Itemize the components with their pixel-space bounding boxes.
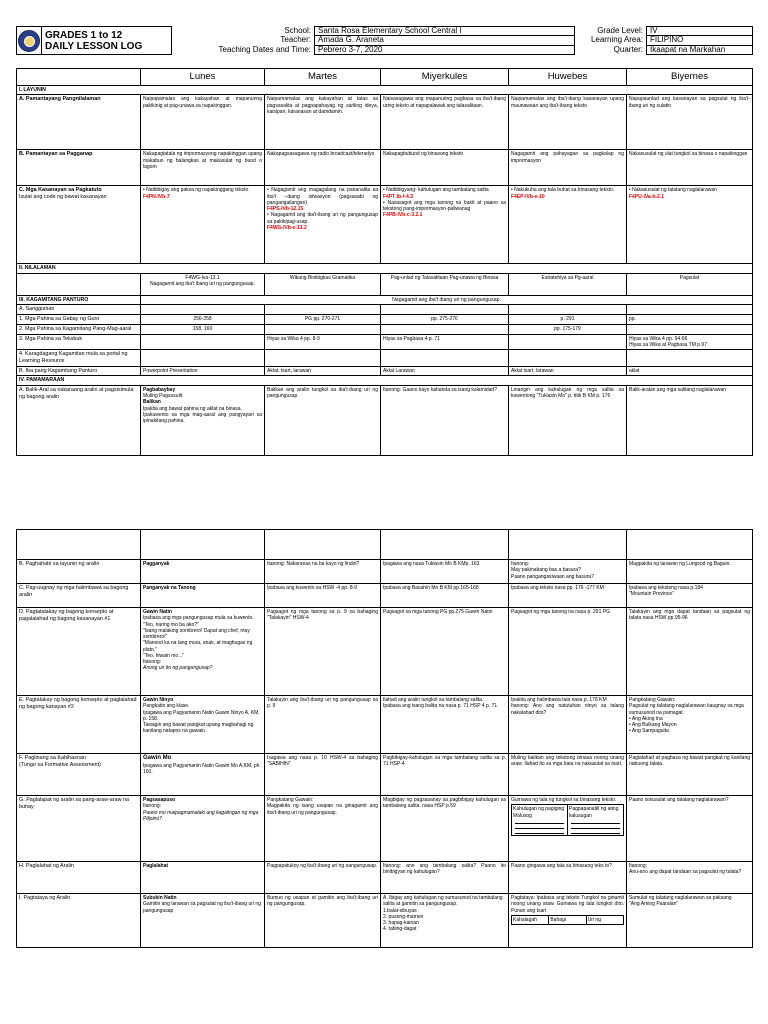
- cell: PG pp. 270-271: [265, 315, 381, 325]
- cell: Nakasusulat ng ulat tungkol sa binasa o napakinggan: [627, 150, 753, 186]
- cell: [381, 350, 509, 367]
- cell: Naipapamalas ang kakayahan at mapanuring pakikinig at pag-unawa sa napakinggan.: [141, 95, 265, 150]
- cell: [381, 324, 509, 334]
- tsart-col: Bahagi: [549, 915, 586, 924]
- cell: Itanong: Nakaranas na ba kayo ng lindol?: [265, 560, 381, 584]
- row-label-paghahabi: B. Paghahabi sa layunin ng aralin: [17, 560, 141, 584]
- list-item: 1.balat-sibuyas: [383, 907, 417, 914]
- row-label-pamantayang-pangnilalaman: A. Pamantayang Pangnilalaman: [17, 95, 141, 150]
- row-label-pagtatalakay-1: D. Pagtatalakay ng bagong konsepto at pagalalahad ng bagong kasanayan #1: [17, 608, 141, 696]
- cell: Paano gingawa ang tala sa binasang teks to?: [509, 862, 627, 894]
- cell: [141, 350, 265, 367]
- cell: Ipabasa ang teksto nasa pp. 176 -177 KM: [509, 584, 627, 608]
- cell: Magbigay ng pagsasanay sa pagbibigay kahulugan sa tambalang salita. nasa HSP p.59: [381, 796, 509, 862]
- row-label-karagdagang-kagamitan: 4. Karagdagang Kagamitan mula sa portal ng Learning Resource: [17, 350, 141, 367]
- row-label-kasanayan-sa-pagkatuto: [17, 186, 141, 264]
- section-kagamitang-panturo: III. KAGAMITANG PANTURO: [17, 295, 141, 305]
- row-label-paglalahat: H. Paglalahat ng Aralin: [17, 862, 141, 894]
- empty-cell: [17, 530, 141, 560]
- cell: Talakayin ang mga dapat tandaan sa pagsulat ng talata nasa HSW pp.95-96: [627, 608, 753, 696]
- step-text: Pagsulat ng talatang naglalarawan kaugnay sa mga sumusunod na pamagat.: [629, 703, 744, 716]
- cell: Powerpoint Presentation: [141, 366, 265, 376]
- content-code: F4WG-Iva-13.1: [185, 274, 220, 281]
- competency-code: F4PU-IVa-b-2.1: [629, 193, 665, 200]
- lesson-log-header: [16, 26, 752, 55]
- dates-value: Pebrero 3-7, 2020: [315, 45, 575, 54]
- cell: Pagsagot ng mga tanong na nasa p. 291 PG: [509, 608, 627, 696]
- row-label-gabay-ng-guro: 1. Mga Pahina sa Gabay ng Guro: [17, 315, 141, 325]
- cell: Paglalahad at pagbasa ng bawat pangkat ng kanilang nabuong talata.: [627, 754, 753, 796]
- cell: Pagganyak: [141, 560, 265, 584]
- empty-cell: [141, 530, 265, 560]
- cell: Panganyak na Tanong: [141, 584, 265, 608]
- empty-cell: [265, 530, 381, 560]
- cell: [141, 696, 265, 754]
- step-text: "Teo, hiwain mo...": [143, 652, 185, 659]
- cell: [265, 186, 381, 264]
- cell: pp.: [627, 315, 753, 325]
- cell: p. 291: [509, 315, 627, 325]
- list-item: 3. hapag-kainan: [383, 920, 419, 926]
- cell: Itanong: ano ang tambalang salita? Paano ito binibigyan ng kahulugan?: [381, 862, 509, 894]
- cell: Itanong: May pakinabang bas a basura? Paano pangangasiwaan ang basura?: [509, 560, 627, 584]
- day-thursday: Huwebes: [509, 69, 627, 86]
- competency-text: • Naibibigyang- kahulugan ang tambalang salita: [383, 187, 489, 194]
- label-sub: Isulat ang code ng bawat kasanayan: [19, 194, 107, 201]
- step-heading: Gawin Mo: [143, 755, 172, 761]
- cell: pp. 275-276: [381, 315, 509, 325]
- cell: Pagbibigay-kahulugan sa mga tambalang salita sa p. 71 HSP-4: [381, 754, 509, 796]
- step-text: Pangkatin ang klase.: [143, 703, 190, 710]
- label-text: F. Paglinang sa Kabihasnan: [19, 755, 86, 761]
- competency-code: F4EP-IVb-e-10: [511, 193, 545, 200]
- cell: Nakapagtatala ng impormasyong napakinggan upang makabuo ng balangkas at makasulat ng buod o lagom: [141, 150, 265, 186]
- blank-line: [515, 829, 564, 834]
- cell: [509, 186, 627, 264]
- cell: [141, 186, 265, 264]
- cell: Pagsulat: [627, 273, 753, 295]
- step-heading: Gawin Ninyo: [143, 697, 174, 703]
- cell: Hiyas sa Wika 4 pp. 94-96 Hiyas sa Wika at Pagbasa TM p.97: [627, 334, 753, 350]
- area-value: FILIPINO: [647, 36, 753, 45]
- cell: Aklat Larawan: [381, 366, 509, 376]
- label-text: C. Mga Kasanayan sa Pagkatuto: [19, 187, 102, 194]
- lesson-table-part-1: [16, 68, 752, 456]
- step-text: • Ang Aking Ina: [629, 715, 663, 722]
- row-label-pag-uugnay: C. Pag-uugnay ng mga halimbawa sa bagong aralin: [17, 584, 141, 608]
- cell: Magpakita ng larawan ng Lungsod ng Baguio.: [627, 560, 753, 584]
- cell: Isagawa ang nasa p. 10 HSW-4 sa bahaging "SABIHIN": [265, 754, 381, 796]
- day-wednesday: Miyerkules: [381, 69, 509, 86]
- seal-icon: [18, 30, 40, 52]
- cell: [141, 796, 265, 862]
- grade-label: Grade Level:: [575, 27, 647, 36]
- cell: [141, 754, 265, 796]
- cell: Pangkatang Gawain: Magpakita ng isang usapan na ginagamit ang iba't-ibang uri ng pangungusap.: [265, 796, 381, 862]
- cell: Hiyas sa Pagbasa 4 p. 71: [381, 334, 509, 350]
- competency-text: • Nakukuha ang tala buhat sa binasang teksto.: [511, 187, 615, 194]
- note-col-kahulugan: [512, 805, 568, 836]
- row-label-empty: [17, 273, 141, 295]
- cell: Bumuo ng usapan at gamitin ang iba't-ibang uri ng pangungusap.: [265, 894, 381, 948]
- competency-text: • Nagagamit ang magagalang na pananalita sa iba't –ibang sitwasyon (pagsasabi ng pangangailangan): [267, 187, 378, 206]
- competency-code: F4WG-IVb-e-13.2: [267, 224, 307, 231]
- dates-label: Teaching Dates and Time:: [172, 45, 315, 54]
- cell: Ipagawa ang nasa Tuklasin Mo B KMp. 163: [381, 560, 509, 584]
- corner-cell: [17, 69, 141, 86]
- cell: Muling balikan ang tekstong binasa noong unang araw. Ilahad ito sa mga bata na nakasulat sa tsart.: [509, 754, 627, 796]
- step-text: Tawagin ang bawat pangkat upang magbahagi ng kanilang natapos na gawain.: [143, 722, 254, 735]
- section-pamamaraan: IV. PAMAMARAAN: [17, 376, 753, 386]
- section-nilalaman: II. NILALAMAN: [17, 264, 753, 274]
- cell: Ipabasa ang Basahin Mo B KM pp.165-168: [381, 584, 509, 608]
- cell: Pagsagot sa mga tanong PG pp.275 Gawin Natin: [381, 608, 509, 696]
- cell: Balik-aralan ang mga salitang naglalarawan: [627, 385, 753, 455]
- step-text: Anong uri ito ng pangungusap?: [143, 665, 213, 672]
- cell: Paglalahat: [141, 862, 265, 894]
- cell: 256-258: [141, 315, 265, 325]
- day-tuesday: Martes: [265, 69, 381, 86]
- step-heading: Gawin Natin: [143, 609, 172, 615]
- cell: [141, 894, 265, 948]
- cell: [627, 350, 753, 367]
- cell: [265, 350, 381, 367]
- cell: Wikang Binibigkas Gramatika: [265, 273, 381, 295]
- cell: Ipabasa ang kuwento sa HSW -4 pp. 8-9: [265, 584, 381, 608]
- cell: [509, 305, 627, 315]
- cell: Ilahad ang aralin tungkol sa tambalang salita. Ipabasa ang isang balita na nasa p. 71 HSP 4 p. 71: [381, 696, 509, 754]
- blank-line: [571, 829, 620, 834]
- note-col-label: Kahulugan ng pagiging Malusog: [513, 806, 565, 819]
- step-heading: Subukin Natin: [143, 895, 177, 901]
- cell: Estratehiya sa Pg-aaral: [509, 273, 627, 295]
- competency-text: • Naibibigay ang paksa ng napakinggang teksto: [143, 187, 249, 194]
- cell: [381, 305, 509, 315]
- cell: 158, 160: [141, 324, 265, 334]
- cell: [141, 385, 265, 455]
- cell: [141, 305, 265, 315]
- day-monday: Lunes: [141, 69, 265, 86]
- row-label-kagamitang-pang-mag-aaral: 2. Mga Pahina sa Kagamitang Pang-Mag-aaral: [17, 324, 141, 334]
- cell: Nakapagsasagawa ng radio broadcast/teleradyo: [265, 150, 381, 186]
- cell: Pag-unlad ng Talasalitaan Pag-unawa ng Binasa: [381, 273, 509, 295]
- cell: pp. 175-179: [509, 324, 627, 334]
- competency-text: • Nasasagot ang mga tanong na bakit at paano sa tekstong pang-impormasyon-paliwanag: [383, 199, 506, 213]
- cell: [509, 350, 627, 367]
- step-text: Ipabasa ang mga pangungusap mula sa kuwento.: [143, 615, 254, 622]
- list-item: 2. pusong-mamon: [383, 913, 424, 920]
- step-text: A. Ibigay ang kahulugan ng sumusunod na tambalang salita at gamitin sa pangungusap.: [383, 895, 503, 908]
- empty-cell: [509, 530, 627, 560]
- cell: Linangin ang kahulugan ng mga salita sa kuwentong "Tuklasin Mo" p. titik B KM p. 176: [509, 385, 627, 455]
- row-label-balik-aral: A. Balik-Aral sa nakaraang aralin at pagsisimula ng bagong aralin: [17, 385, 141, 455]
- section-layunin: I. LAYUNIN: [17, 85, 753, 95]
- step-text: Paano mo maipagmamalaki ang kagalingan ng mga Pilipino?: [143, 809, 259, 822]
- competency-code: F4PB-IVb-c-3.2.1: [383, 212, 423, 219]
- row-label-pamantayan-sa-pagganap: B. Pamantayan sa Pagganap: [17, 150, 141, 186]
- cell: [509, 334, 627, 350]
- label-sub: (Tungo sa Formative Assessment): [19, 761, 101, 768]
- title-line-2: DAILY LESSON LOG: [45, 40, 143, 52]
- title-line-1: GRADES 1 to 12: [45, 29, 123, 41]
- cell: [509, 796, 627, 862]
- cell: Hiyas sa Wika 4 pp. 8-9: [265, 334, 381, 350]
- deped-seal: [17, 27, 42, 55]
- cell: [265, 324, 381, 334]
- school-value: Santa Rosa Elementary School Central I: [315, 27, 575, 36]
- row-label-pagtalakay-2: E. Pagtalakay ng bagong konsepto at paglalahad ng bagong kanayan #2: [17, 696, 141, 754]
- note-table: [511, 804, 624, 836]
- step-text: Gumawa ng tala ng tungkol sa binasang teksto.: [511, 797, 617, 803]
- cell: [509, 894, 627, 948]
- area-label: Learning Area:: [575, 36, 647, 45]
- cell: Ipabasa ang tekstong nasa p.184 "Mountain Province": [627, 584, 753, 608]
- step-heading: Pangkatang Gawain:: [629, 697, 676, 703]
- cell: [141, 334, 265, 350]
- step-text: Ipakuwento sa mga mag-aaral ang pangyayari sa ipinakitang pahina.: [143, 411, 262, 425]
- cell: Itanong: Gaano kayo kahanda sa isang kalamidad?: [381, 385, 509, 455]
- note-col-pagpapanatili: [568, 805, 624, 836]
- row-label-paglalapat: G. Paglalapat ng aralin sa pang-araw-araw na buhay: [17, 796, 141, 862]
- tsart-col: Kahalagah: [512, 915, 549, 924]
- empty-cell: [627, 530, 753, 560]
- quarter-value: Ikaapat na Markahan: [647, 45, 753, 54]
- cell: Nagagamit ang iba't ibang uri ng pangungusap.: [141, 295, 753, 305]
- competency-code: F4PN-IVb-7: [143, 193, 170, 200]
- cell: Pagpapatukoy ng iba't-ibang uri ng oangungusap.: [265, 862, 381, 894]
- cell: Paano isinusulat ang talatang naglalarawan?: [627, 796, 753, 862]
- cell: Napapaunlad ang kasanayan sa pagsulat ng iba't-ibang uri ng sulatin: [627, 95, 753, 150]
- row-label-sanggunian: A. Sanggunian: [17, 305, 141, 315]
- day-friday: Biyernes: [627, 69, 753, 86]
- cell: [381, 894, 509, 948]
- lesson-table-part-2: [16, 529, 752, 948]
- cell: aklat: [627, 366, 753, 376]
- list-item: 4. tabing-dagat: [383, 926, 417, 933]
- tsart-col: Uri ng: [586, 915, 623, 924]
- step-heading: Pagsasapuso: [143, 797, 176, 803]
- cell: Nakapagbubuod ng binasang teksto: [381, 150, 509, 186]
- cell: Naipamamalas ang iba't-ibang kasanayan upang maunawaan ang iba't-ibang teksto: [509, 95, 627, 150]
- cell: Pagsagot ng mga tanong sa p. 9 sa bahaging "Talakayin" HSW-4: [265, 608, 381, 696]
- school-label: School:: [172, 27, 315, 36]
- cell: Aklat tsart, larawan: [509, 366, 627, 376]
- step-text: "Manood ka na lang mura, anak, at maghugas ng plato.": [143, 640, 253, 653]
- cell: [627, 324, 753, 334]
- teacher-value: Amada G. Araneta: [315, 36, 575, 45]
- step-text: Ipakita ang bawat pahina ng aklat na binasa.: [143, 405, 242, 412]
- competency-code: F4PS-IVb-12.15: [267, 206, 304, 213]
- step-text: Itanong:: [143, 659, 162, 665]
- competency-text: • Nagagamit ang iba't-ibang uri ng pangungusap sa pakikipag-usap.: [267, 212, 378, 225]
- step-heading: Balikan: [143, 399, 161, 406]
- step-text: Ipagawa ang Pagyamanin Natin Gawin Ninyo A, KM, p. 158.: [143, 709, 260, 722]
- step-text: Pagtataya: Ipabasa ang teksto Tungkol na ginamit noong unang araw. Gumawa ng tala tungkol dito. Punan ang tsart: [511, 895, 624, 914]
- step-heading: Pagbabaybay: [143, 386, 176, 393]
- cell: Itanong: Anu-ano ang dapat tandaan sa pagsulat ng talata?: [627, 862, 753, 894]
- cell: Balikan ang aralin tungkol sa iba't-ibang uri ng pangungusap: [265, 385, 381, 455]
- cell: [627, 305, 753, 315]
- step-text: • Ang Bulkang Mayon: [629, 722, 677, 728]
- content-text: Nagagamit ang iba't ibang uri ng pangungusap.: [150, 281, 255, 288]
- cell: Aklat, tsart, larawan: [265, 366, 381, 376]
- cell: Naisasagawa ang mapanuring pagbasa sa iba't-ibang uring teksto at napapalawak ang talasalitaan.: [381, 95, 509, 150]
- row-label-teksbuk: 3. Mga Pahina sa Teksbuk: [17, 334, 141, 350]
- step-text: Muling Pagsusulit: [143, 393, 183, 400]
- cell: [627, 696, 753, 754]
- tsart-table: [511, 915, 624, 925]
- log-title: [42, 27, 172, 55]
- row-label-pagtataya: I. Pagtataya ng Aralin: [17, 894, 141, 948]
- step-text: Itanong:: [143, 803, 162, 810]
- cell: [265, 305, 381, 315]
- step-text: Ipagawa ang Pagyamanin Natin Gawin Mo A,KM, ph. 160.: [143, 762, 261, 775]
- competency-code: F4PT-Ib-f-4.3: [383, 193, 414, 200]
- quarter-label: Quarter:: [575, 45, 647, 54]
- competency-text: • Nakasusulat ng talatang naglalarawan: [629, 187, 717, 194]
- step-text: "Teo, naring mo ba ako?": [143, 621, 199, 628]
- grade-value: IV: [647, 27, 753, 36]
- row-label-paglinang: [17, 754, 141, 796]
- cell: Ipakita ang halimbawa tala nasa p. 178 KM Itanong: Ano ang natutuhan ninyo sa talang nakalahad dito?: [509, 696, 627, 754]
- step-text: Gamitin ang larawan sa pagsulat ng iba't-ibang uri ng pangungusap: [143, 901, 261, 914]
- step-text: "Isang malaking sombrero! Dapat ang chef, may sombrero!": [143, 627, 250, 640]
- step-text: • Ang Sampaguita: [629, 728, 669, 735]
- cell: [381, 186, 509, 264]
- cell: Naipamamalas ang kakayahan at tatas sa pagsasalita at pagpapahayag ng sariling ideya, kaisipan, karanasan at damdamin.: [265, 95, 381, 150]
- cell: [141, 608, 265, 696]
- empty-cell: [381, 530, 509, 560]
- cell: Sumulat ng talatang naglalarawan sa paksang "Ang Aming Paaralan": [627, 894, 753, 948]
- row-label-iba-pang-kagamitan: B. Iba pang Kagamitang Panturo: [17, 366, 141, 376]
- cell: Nagagamit ang pahayagan sa pagkalap ng impormasyon: [509, 150, 627, 186]
- cell: Talakayin ang iba't-ibang uri ng pangungusap sa p. 9: [265, 696, 381, 754]
- note-col-label: Pagpapanatili ng ating kalusugan: [569, 806, 619, 819]
- cell: [141, 273, 265, 295]
- cell: [627, 186, 753, 264]
- teacher-label: Teacher:: [172, 36, 315, 45]
